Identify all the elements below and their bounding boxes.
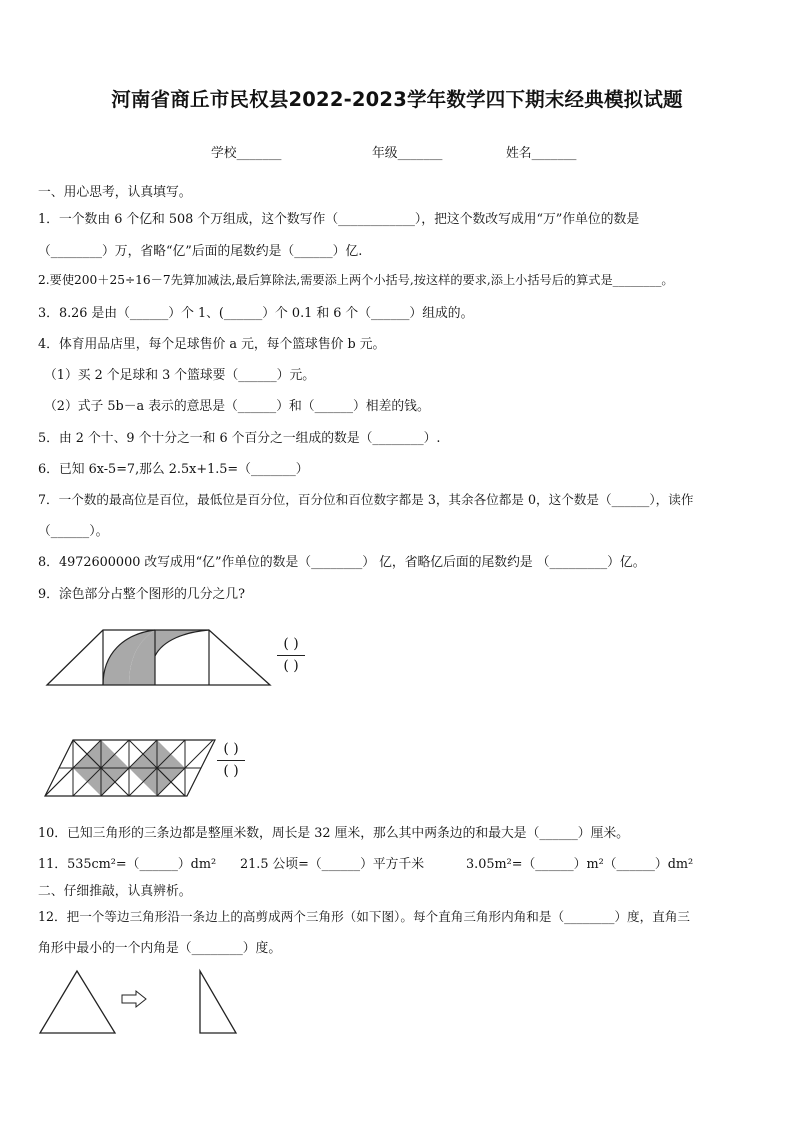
question-11-part-2: 21.5 公顷=（______）平方千米 [240,857,425,872]
triangle-cut-figure [38,967,258,1037]
question-7-line-2: （______）。 [38,524,109,539]
equilateral-triangle [40,971,115,1033]
right-triangle [200,971,236,1033]
question-12-line-2: 角形中最小的一个内角是（________）度。 [38,941,282,956]
question-2: 2.要使200＋25÷16－7先算加减法,最后算除法,需要添上两个小括号,按这样的要求,添上小括号后的算式是________。 [38,273,674,287]
fraction-1-denominator[interactable]: ( ) [283,658,299,674]
page-title: 河南省商丘市民权县2022-2023学年数学四下期末经典模拟试题 [111,88,683,111]
parallelogram-figure [45,738,225,800]
section-1-heading: 一、用心思考，认真填写。 [38,185,192,200]
question-6: 6．已知 6x-5=7,那么 2.5x+1.5=（_______） [38,462,309,477]
question-9-stem: 9．涂色部分占整个图形的几分之几? [38,587,245,602]
question-7-line-1: 7．一个数的最高位是百位，最低位是百分位，百分位和百位数字都是 3，其余各位都是 0，这个数是（______），读作 [38,492,694,507]
section-2-heading: 二、仔细推敲，认真辨析。 [38,884,192,899]
fraction-2-denominator[interactable]: ( ) [223,763,239,779]
fraction-2-numerator[interactable]: ( ) [223,741,239,757]
arrow-icon [122,991,146,1007]
question-11-part-1: 11．535cm²=（______）dm² [38,857,217,872]
question-4-sub-1: （1）买 2 个足球和 3 个篮球要（______）元。 [44,368,316,383]
question-11-part-3: 3.05m²=（______）m²（______）dm² [466,857,694,872]
question-8: 8．4972600000 改写成用“亿”作单位的数是（________） 亿，省略亿后面的尾数约是 （_________）亿。 [38,555,646,570]
question-12-line-1: 12．把一个等边三角形沿一条边上的高剪成两个三角形（如下图）。每个直角三角形内角和是（________）度，直角三 [38,909,691,924]
fraction-2-bar [217,760,245,761]
school-field[interactable]: 学校_______ [211,146,282,161]
question-1-line-1: 1．一个数由 6 个亿和 508 个万组成，这个数写作（____________），把这个数改写成用“万”作单位的数是 [38,212,640,227]
question-4-sub-2: （2）式子 5b－a 表示的意思是（______）和（______）相差的钱。 [44,399,430,414]
fraction-1-numerator[interactable]: ( ) [283,636,299,652]
name-field[interactable]: 姓名_______ [506,146,577,161]
fraction-1-bar [277,655,305,656]
trapezoid-figure [45,626,285,696]
grade-field[interactable]: 年级_______ [372,146,443,161]
question-5: 5．由 2 个十、9 个十分之一和 6 个百分之一组成的数是（________）. [38,431,441,446]
fraction-blank-2[interactable] [214,741,248,780]
fraction-blank-1[interactable] [274,636,308,675]
question-10: 10．已知三角形的三条边都是整厘米数，周长是 32 厘米，那么其中两条边的和最大是（______）厘米。 [38,826,629,841]
question-3: 3．8.26 是由（______）个 1、(______）个 0.1 和 6 个（______）组成的。 [38,306,474,321]
question-4-stem: 4．体育用品店里，每个足球售价 a 元，每个篮球售价 b 元。 [38,337,386,352]
question-1-line-2: （________）万，省略“亿”后面的尾数约是（______）亿. [38,244,363,259]
